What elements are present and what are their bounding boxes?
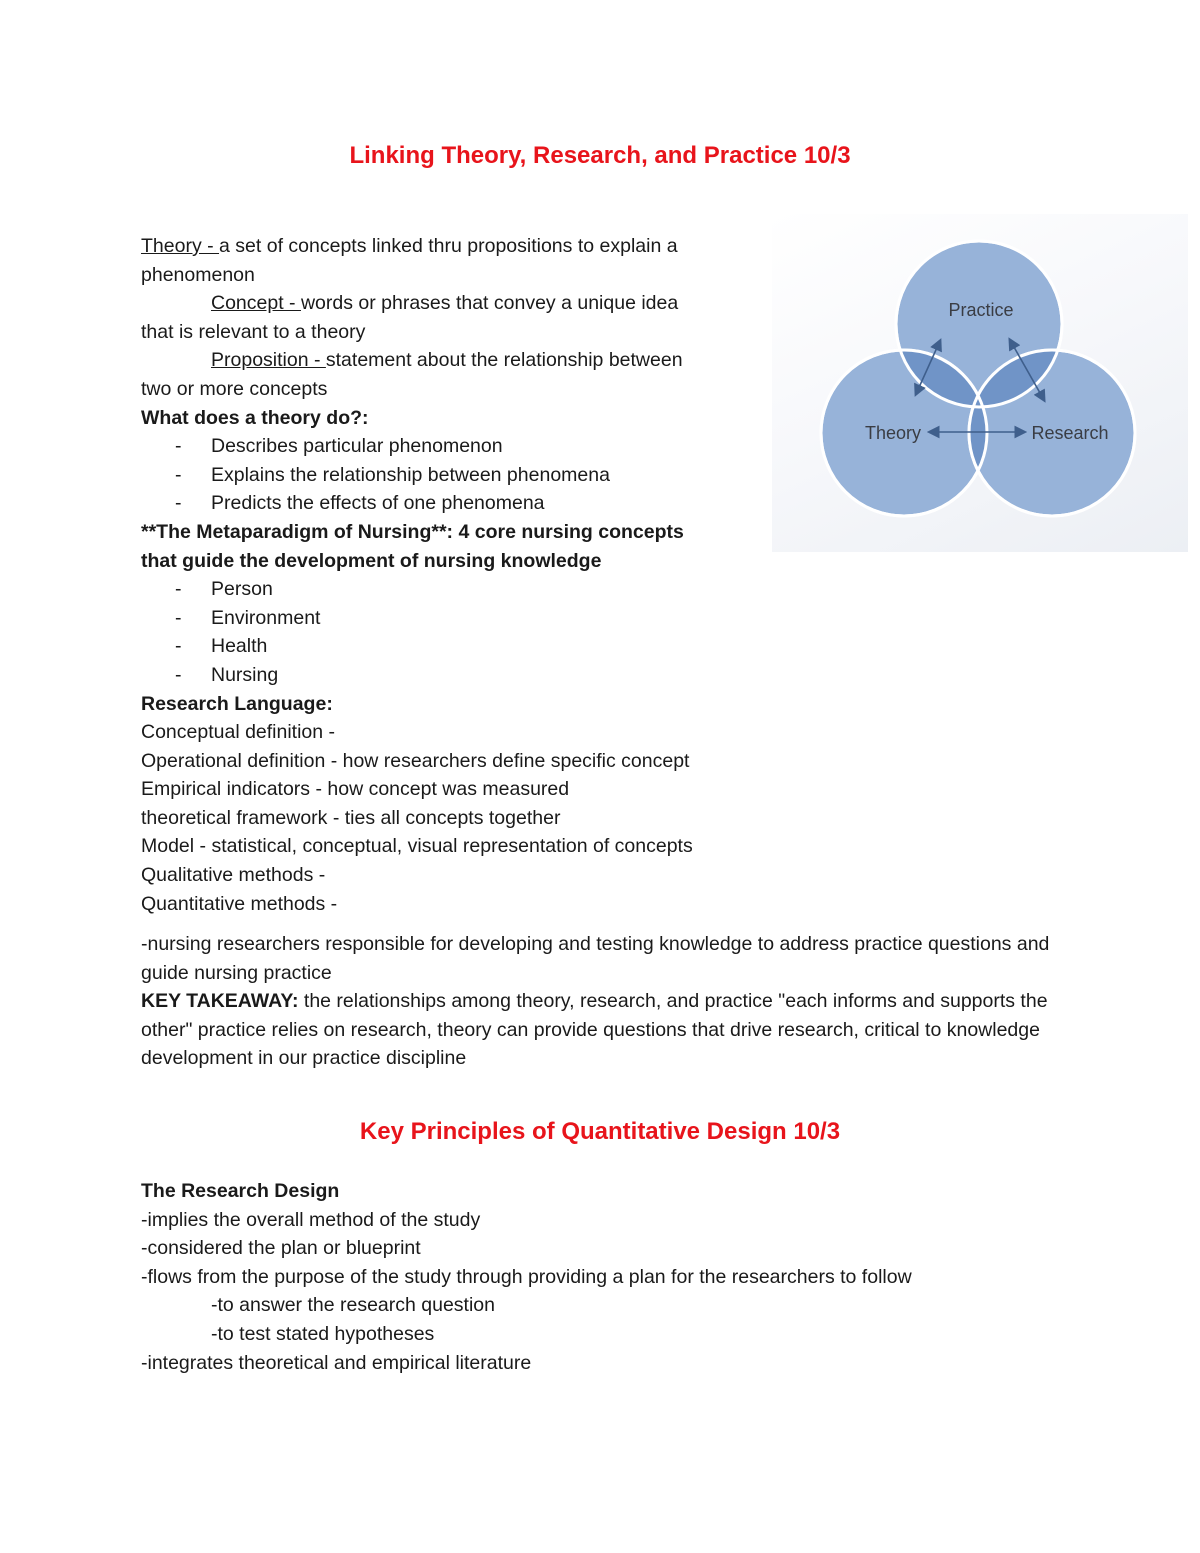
list-item: -implies the overall method of the study	[141, 1208, 481, 1231]
takeaway-label: KEY TAKEAWAY:	[141, 990, 299, 1013]
list-item: - Health	[175, 635, 268, 658]
section-title: Key Principles of Quantitative Design 10/3	[359, 1118, 841, 1145]
section-body	[141, 1177, 1061, 1377]
practice-label: Practice	[948, 300, 1014, 320]
list-item: -considered the plan or blueprint	[141, 1237, 421, 1260]
research-language-heading: Research Language:	[141, 692, 333, 715]
research-design-heading: The Research Design	[141, 1180, 340, 1202]
theory-research-practice-diagram	[772, 214, 1188, 552]
list-item: - Environment	[175, 606, 321, 629]
concept-definition: Concept - words or phrases that convey a unique idea	[211, 292, 679, 315]
theory-term: Theory -	[141, 235, 220, 257]
proposition-definition: Proposition - statement about the relationship between	[211, 349, 683, 372]
venn-diagram	[772, 214, 1188, 552]
list-item: - Person	[175, 578, 273, 601]
theory-do-heading: What does a theory do?:	[141, 406, 369, 429]
list-item: Operational definition - how researchers define specific concept	[141, 749, 690, 772]
key-takeaway: KEY TAKEAWAY: the relationships among theory, research, and practice "each informs and supports the other" practice relies on research, theory can provide questions that drive research, critical to knowledge development in our practice discipline	[141, 990, 1048, 1070]
list-item: Model - statistical, conceptual, visual representation of concepts	[141, 835, 693, 858]
list-item: - Nursing	[175, 663, 279, 686]
section-title: Linking Theory, Research, and Practice 10/3	[349, 142, 851, 169]
theory-label: Theory	[864, 423, 922, 443]
theory-definition: Theory - a set of concepts linked thru propositions to explain a	[141, 235, 678, 257]
list-item: - Explains the relationship between phenomena	[175, 463, 610, 486]
list-item: - Describes particular phenomenon	[175, 435, 503, 458]
metaparadigm-heading: **The Metaparadigm of Nursing**: 4 core nursing concepts	[141, 520, 684, 543]
list-item: Empirical indicators - how concept was measured	[141, 778, 570, 801]
takeaway-block	[141, 930, 1061, 1073]
researchers-note: -nursing researchers responsible for developing and testing knowledge to address practice questions and guide nursing practice	[141, 933, 1050, 984]
list-item: theoretical framework - ties all concepts together	[141, 806, 561, 829]
concept-term: Concept -	[211, 292, 301, 315]
list-item: -integrates theoretical and empirical literature	[141, 1351, 532, 1374]
proposition-term: Proposition -	[211, 349, 326, 372]
list-item: Conceptual definition -	[141, 721, 336, 744]
list-item: Quantitative methods -	[141, 892, 338, 915]
list-item: Qualitative methods -	[141, 864, 326, 887]
list-item: -to answer the research question	[211, 1294, 495, 1317]
research-label: Research	[1031, 423, 1109, 443]
list-item: -to test stated hypotheses	[211, 1322, 435, 1345]
list-item: - Predicts the effects of one phenomena	[175, 492, 545, 515]
section-body: Theory - a set of concepts linked thru propositions to explain a phenomenon Concept - words or phrases that convey a unique idea that is relevant to a theory Proposition - statement about the relationship between two or more concepts What does a theory do?: - Describes particular phenomenon - Explains the relationship between phenomena - Predicts the effects of one phenomena **The Metaparadigm of Nursing**: 4 core nursing concepts that guide the development of nursing knowledge - Person - Environment - Health - Nursing Research Language: Conceptual definition - Operational definition - how researchers define specific concept Empirical indicators - how concept was measured theoretical framework - ties all concepts together Model - statistical, conceptual, visual representation of concepts Qualitative methods - Quantitative methods -	[141, 232, 781, 918]
list-item: -flows from the purpose of the study through providing a plan for the researchers to follow	[141, 1265, 912, 1288]
